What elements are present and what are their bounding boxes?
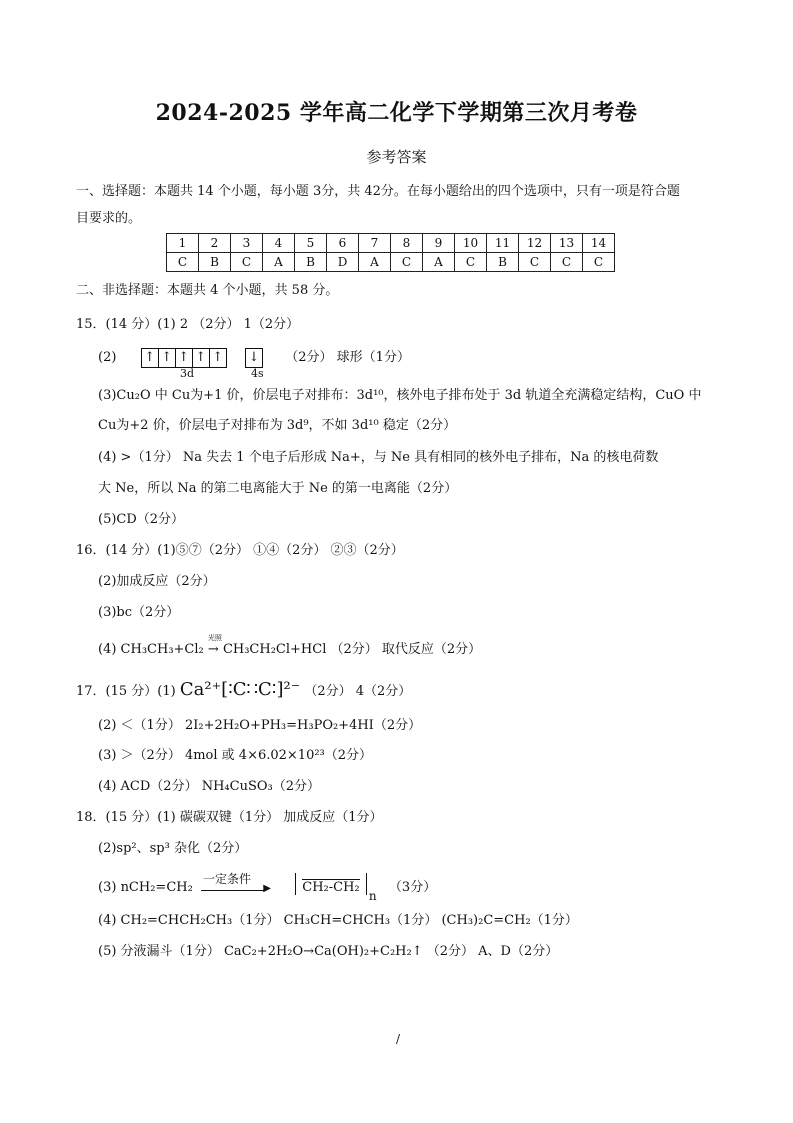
q16-reactants: (4) CH₃CH₃+Cl₂ [98, 642, 204, 657]
q18-part3-label: (3) [98, 880, 117, 895]
q18-line2: (2)sp²、sp³ 杂化（2分） [98, 841, 248, 856]
question-number-cell: 9 [423, 234, 455, 253]
page-number: / [396, 1032, 401, 1046]
orbital-box: ↑ [159, 348, 176, 368]
q18-part3-score: （3分） [388, 880, 437, 895]
q18-line3 [98, 872, 437, 903]
polymerization-condition: 一定条件 [202, 872, 251, 886]
q16-line3: (3)bc（2分） [98, 605, 180, 620]
question-number-cell: 10 [455, 234, 487, 253]
arrow-head-icon: ▶ [263, 883, 271, 894]
q17-part1-label: 17．(15 分）(1) [76, 684, 176, 699]
question-number-cell: 5 [295, 234, 327, 253]
answer-cell: C [519, 253, 551, 272]
q16-line1: 16．(14 分）(1)⑤⑦（2分） ①④（2分） ②③（2分） [76, 543, 404, 558]
question-number-cell: 12 [519, 234, 551, 253]
polymerization-reactant: nCH₂=CH₂ [120, 880, 193, 895]
answer-cell: C [583, 253, 615, 272]
question-number-cell: 14 [583, 234, 615, 253]
q16-line2: (2)加成反应（2分） [98, 574, 216, 589]
answer-table-numbers-row [167, 234, 615, 253]
answer-cell: A [263, 253, 295, 272]
polymerization-arrow [201, 872, 271, 894]
answer-cell: B [295, 253, 327, 272]
question-number-cell: 4 [263, 234, 295, 253]
question-number-cell: 13 [551, 234, 583, 253]
answer-cell: C [167, 253, 199, 272]
answer-cell: C [231, 253, 263, 272]
orbital-box: ↑ [210, 348, 227, 368]
q17-line2: (2) ＜（1分） 2I₂+2H₂O+PH₃=H₃PO₂+4HI（2分） [98, 718, 422, 733]
orbital-3d-label: 3d [180, 367, 195, 380]
arrow-icon: → [207, 642, 219, 657]
q15-line7: (5)CD（2分） [98, 512, 185, 527]
reaction-condition-light: 光照 [207, 634, 222, 642]
question-number-cell: 3 [231, 234, 263, 253]
q15-line5: (4) >（1分） Na 失去 1 个电子后形成 Na+，与 Ne 具有相同的核外电子排布，Na 的核电荷数 [98, 450, 659, 465]
orbital-4s-label: 4s [251, 367, 264, 380]
answer-cell: B [199, 253, 231, 272]
q15-line4: Cu为+2 价，价层电子对排布为 3d⁹，不如 3d¹⁰ 稳定（2分） [98, 418, 457, 433]
answer-cell: C [551, 253, 583, 272]
answer-cell: C [391, 253, 423, 272]
question-number-cell: 1 [167, 234, 199, 253]
orbital-box: ↑ [193, 348, 210, 368]
polymer-bracket [295, 873, 366, 895]
reaction-arrow-light [207, 634, 222, 657]
answer-cell: B [487, 253, 519, 272]
section2-instruction: 二、非选择题：本题共 4 个小题，共 58 分。 [76, 283, 339, 298]
answer-cell: D [327, 253, 359, 272]
orbital-4s-boxes [245, 348, 263, 368]
orbital-box: ↑ [141, 348, 159, 368]
answer-table-answers-row [167, 253, 615, 272]
page-subtitle: 参考答案 [366, 148, 427, 166]
q15-line6: 大 Ne，所以 Na 的第二电离能大于 Ne 的第一电离能（2分） [98, 481, 458, 496]
page-title: 2024-2025 学年高二化学下学期第三次月考卷 [155, 100, 638, 126]
q17-part1-answer: （2分） 4（2分） [304, 684, 412, 699]
question-number-cell: 11 [487, 234, 519, 253]
polymer-subscript-n: n [368, 889, 377, 903]
q16-products: CH₃CH₂Cl+HCl （2分） 取代反应（2分） [222, 642, 482, 657]
question-number-cell: 7 [359, 234, 391, 253]
polymer-product [295, 873, 377, 903]
q17-line4: (4) ACD（2分） NH₄CuSO₃（2分） [98, 779, 320, 794]
orbital-box: ↑ [176, 348, 193, 368]
question-number-cell: 8 [391, 234, 423, 253]
q18-line1: 18．(15 分）(1) 碳碳双键（1分） 加成反应（1分） [76, 810, 383, 825]
answer-cell: A [359, 253, 391, 272]
q17-line1 [76, 679, 411, 700]
q18-line5: (5) 分液漏斗（1分） CaC₂+2H₂O→Ca(OH)₂+C₂H₂↑ （2分） A、D（2分） [98, 944, 559, 959]
q15-part2-label: (2) [98, 350, 117, 365]
q16-line4 [98, 634, 482, 657]
orbital-box: ↓ [245, 348, 263, 368]
polymer-repeat-unit: CH₂-CH₂ [302, 880, 360, 895]
answer-table [166, 233, 615, 272]
answer-cell: C [455, 253, 487, 272]
answer-cell: A [423, 253, 455, 272]
q15-line1: 15．(14 分）(1) 2 （2分） 1（2分） [76, 317, 300, 332]
q15-line3: (3)Cu₂O 中 Cu为+1 价，价层电子对排布：3d¹⁰，核外电子排布处于 3d 轨道全充满稳定结构，CuO 中 [98, 388, 702, 403]
question-number-cell: 6 [327, 234, 359, 253]
q15-line2 [98, 346, 410, 368]
q18-line4: (4) CH₂=CHCH₂CH₃（1分） CH₃CH=CHCH₃（1分） (CH₃)₂C=CH₂（1分） [98, 913, 578, 928]
orbital-3d-boxes [141, 348, 227, 368]
calcium-carbide-electron-formula: Ca²⁺[∶C∷C∶]²⁻ [179, 679, 301, 700]
question-number-cell: 2 [199, 234, 231, 253]
arrow-line [201, 890, 265, 891]
q17-line3: (3) ＞（2分） 4mol 或 4×6.02×10²³（2分） [98, 748, 373, 763]
section1-instruction-cont: 目要求的。 [76, 211, 142, 226]
section1-instruction: 一、选择题：本题共 14 个小题，每小题 3分，共 42分。在每小题给出的四个选项中，只有一项是符合题 [76, 184, 680, 199]
q15-part2-answer: （2分） 球形（1分） [285, 350, 410, 365]
